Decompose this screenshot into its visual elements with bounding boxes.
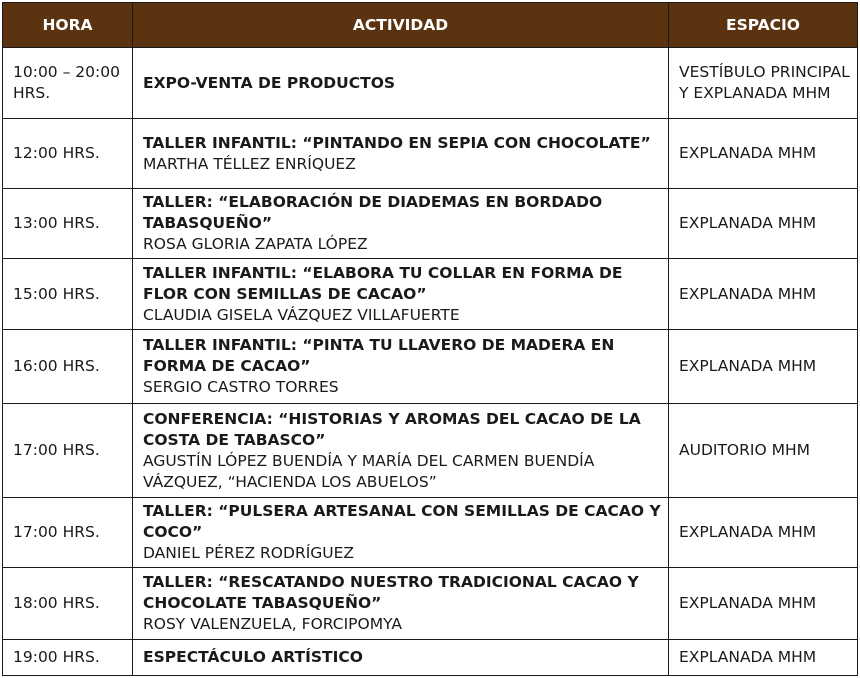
table-row: [3, 259, 858, 330]
table-row: [3, 404, 858, 498]
activity-title: CONFERENCIA: “HISTORIAS Y AROMAS DEL CACAO DE LA COSTA DE TABASCO”: [143, 409, 641, 449]
row-hora: 10:00 – 20:00 HRS.: [3, 48, 133, 119]
header-row: [3, 3, 858, 48]
table-row: [3, 119, 858, 189]
row-espacio: EXPLANADA MHM: [669, 189, 858, 259]
activity-title: TALLER INFANTIL: “PINTA TU LLAVERO DE MADERA EN FORMA DE CACAO”: [143, 336, 615, 375]
row-actividad: [133, 119, 669, 189]
table-row: [3, 568, 858, 640]
activity-title: TALLER: “ELABORACIÓN DE DIADEMAS EN BORDADO TABASQUEÑO”: [143, 193, 603, 232]
table-row: [3, 498, 858, 568]
row-actividad: [133, 498, 669, 568]
row-espacio: EXPLANADA MHM: [669, 640, 858, 676]
activity-presenter: SERGIO CASTRO TORRES: [143, 378, 339, 396]
schedule-table: [2, 2, 858, 676]
row-espacio: AUDITORIO MHM: [669, 404, 858, 498]
row-hora: 16:00 HRS.: [3, 330, 133, 404]
row-espacio: EXPLANADA MHM: [669, 259, 858, 330]
row-hora: 17:00 HRS.: [3, 404, 133, 498]
row-actividad: [133, 48, 669, 119]
row-actividad: [133, 259, 669, 330]
activity-presenter: CLAUDIA GISELA VÁZQUEZ VILLAFUERTE: [143, 305, 460, 324]
row-espacio: EXPLANADA MHM: [669, 119, 858, 189]
row-espacio: EXPLANADA MHM: [669, 568, 858, 640]
row-hora: 13:00 HRS.: [3, 189, 133, 259]
row-actividad: [133, 640, 669, 676]
activity-title: TALLER: “RESCATANDO NUESTRO TRADICIONAL CACAO Y CHOCOLATE TABASQUEÑO”: [143, 573, 639, 612]
row-hora: 12:00 HRS.: [3, 119, 133, 189]
activity-title: TALLER: “PULSERA ARTESANAL CON SEMILLAS DE CACAO Y COCO”: [143, 502, 661, 541]
row-espacio: EXPLANADA MHM: [669, 330, 858, 404]
row-actividad: [133, 568, 669, 640]
row-hora: 17:00 HRS.: [3, 498, 133, 568]
row-hora: 18:00 HRS.: [3, 568, 133, 640]
row-actividad: [133, 330, 669, 404]
activity-title: ESPECTÁCULO ARTÍSTICO: [143, 648, 363, 666]
row-actividad: [133, 404, 669, 498]
header-espacio: ESPACIO: [669, 3, 858, 48]
activity-title: TALLER INFANTIL: “PINTANDO EN SEPIA CON CHOCOLATE”: [143, 133, 651, 152]
table-row: [3, 640, 858, 676]
table-row: [3, 330, 858, 404]
row-actividad: [133, 189, 669, 259]
activity-presenter: AGUSTÍN LÓPEZ BUENDÍA Y MARÍA DEL CARMEN BUENDÍA VÁZQUEZ, “HACIENDA LOS ABUELOS”: [143, 451, 595, 491]
row-hora: 15:00 HRS.: [3, 259, 133, 330]
header-hora: HORA: [3, 3, 133, 48]
table-row: [3, 189, 858, 259]
row-espacio: EXPLANADA MHM: [669, 498, 858, 568]
activity-presenter: ROSY VALENZUELA, FORCIPOMYA: [143, 615, 402, 633]
activity-title: TALLER INFANTIL: “ELABORA TU COLLAR EN FORMA DE FLOR CON SEMILLAS DE CACAO”: [143, 263, 623, 303]
row-hora: 19:00 HRS.: [3, 640, 133, 676]
header-actividad: ACTIVIDAD: [133, 3, 669, 48]
activity-presenter: ROSA GLORIA ZAPATA LÓPEZ: [143, 235, 368, 253]
row-espacio: VESTÍBULO PRINCIPAL Y EXPLANADA MHM: [669, 48, 858, 119]
table-row: [3, 48, 858, 119]
activity-presenter: MARTHA TÉLLEZ ENRÍQUEZ: [143, 154, 356, 173]
activity-title: EXPO-VENTA DE PRODUCTOS: [143, 73, 396, 92]
activity-presenter: DANIEL PÉREZ RODRÍGUEZ: [143, 544, 355, 562]
